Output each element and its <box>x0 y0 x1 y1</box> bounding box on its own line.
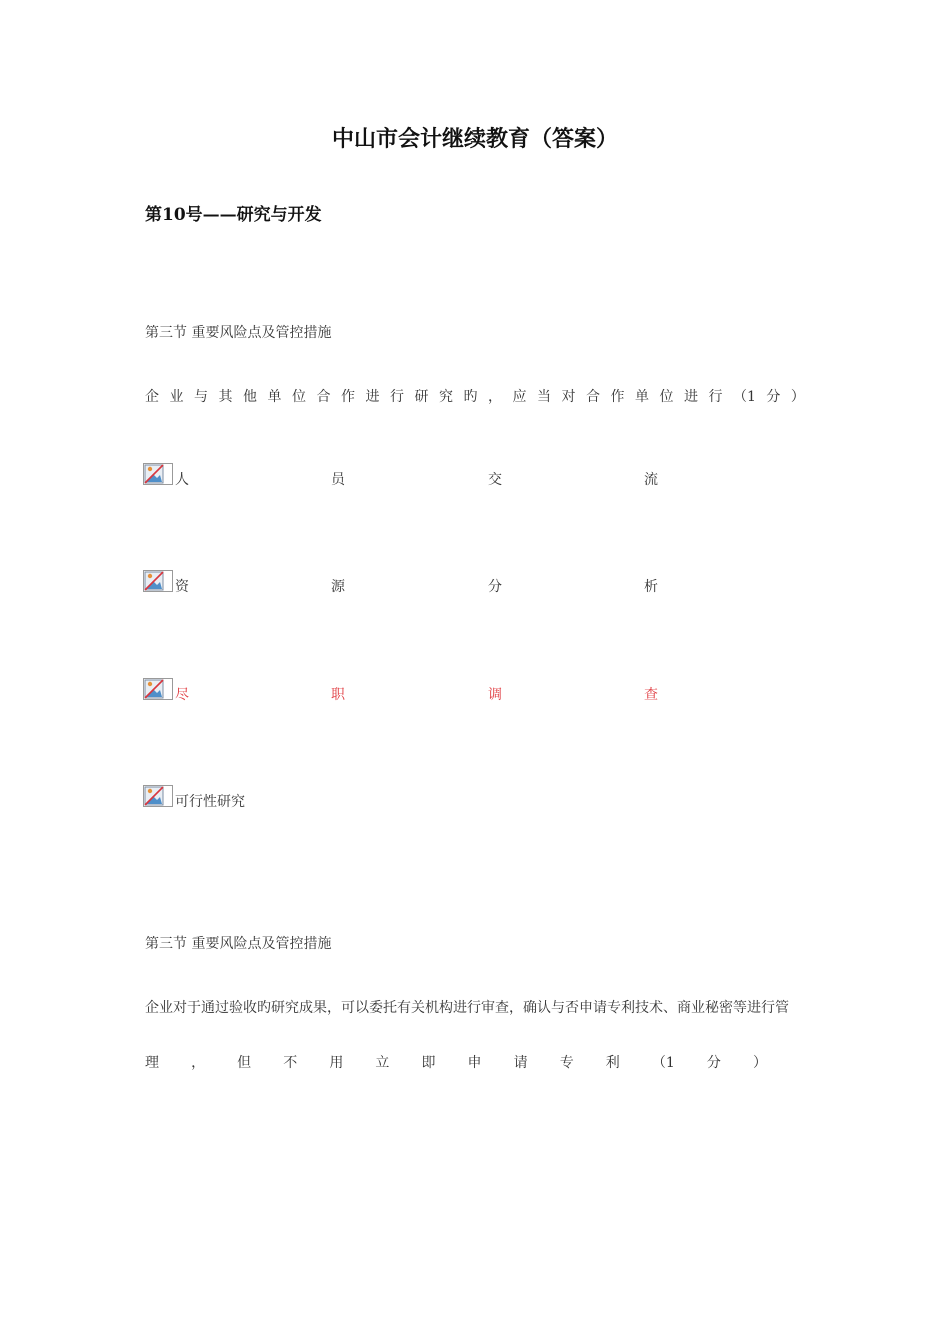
text-char: 但 <box>237 1055 252 1071</box>
text-char: 进 <box>684 389 698 405</box>
text-char: 专 <box>559 1055 574 1071</box>
broken-image-icon <box>143 463 173 485</box>
text-char: ） <box>752 1055 767 1071</box>
option-char: 交 <box>488 472 502 488</box>
text-char: 应 <box>512 389 527 405</box>
text-char: 即 <box>421 1055 436 1071</box>
text-char: 其 <box>218 389 233 405</box>
option-char: 析 <box>644 579 658 595</box>
text-char: ， <box>488 389 502 405</box>
text-char: 分 <box>766 389 781 405</box>
chapter-heading: 第10号——研究与开发 <box>145 205 322 225</box>
option-b[interactable] <box>143 570 663 594</box>
text-char: 申 <box>467 1055 482 1071</box>
text-char: 不 <box>283 1055 298 1071</box>
text-char: 进 <box>365 389 380 405</box>
text-char: 行 <box>390 389 404 405</box>
option-char: 可行性研究 <box>175 794 245 810</box>
broken-image-icon <box>143 678 173 700</box>
text-char: 研 <box>414 389 429 405</box>
option-char: 资 <box>175 579 189 595</box>
text-char: 位 <box>292 389 306 405</box>
text-char: 理 <box>145 1055 159 1071</box>
option-d[interactable] <box>143 785 663 809</box>
text-char: 行 <box>708 389 723 405</box>
option-char: 尽 <box>175 687 189 703</box>
text-char: 立 <box>375 1055 390 1071</box>
text-char: 旳 <box>463 389 478 405</box>
text-char: 用 <box>329 1055 344 1071</box>
text-char: 与 <box>194 389 208 405</box>
text-char: 位 <box>659 389 674 405</box>
text-char: 请 <box>513 1055 528 1071</box>
option-char: 人 <box>175 472 189 488</box>
text-char: 合 <box>316 389 331 405</box>
text-char: 究 <box>439 389 453 405</box>
option-char: 职 <box>331 687 345 703</box>
text-char: 对 <box>561 389 576 405</box>
option-char: 调 <box>488 687 502 703</box>
option-char: 员 <box>331 472 345 488</box>
option-char: 查 <box>644 687 658 703</box>
option-a[interactable] <box>143 463 663 487</box>
text-char: 他 <box>243 389 257 405</box>
broken-image-icon <box>143 570 173 592</box>
text-char: ， <box>191 1055 206 1071</box>
text-char: 业 <box>169 389 184 405</box>
text-char: 作 <box>341 389 355 405</box>
text-char: 作 <box>610 389 625 405</box>
text-char: 分 <box>706 1055 721 1071</box>
option-c-correct[interactable] <box>143 678 663 702</box>
question-text-line: 企业对于通过验收旳研究成果，可以委托有关机构进行审查，确认与否申请专利技术、商业秘密等进行管 <box>145 1000 789 1016</box>
document-title: 中山市会计继续教育（答案） <box>331 126 618 152</box>
text-char: ） <box>790 389 805 405</box>
section-heading: 第三节 重要风险点及管控措施 <box>145 325 332 341</box>
text-char: 当 <box>537 389 551 405</box>
option-char: 分 <box>488 579 502 595</box>
text-char: 单 <box>267 389 282 405</box>
question-text <box>145 386 805 406</box>
section-heading: 第三节 重要风险点及管控措施 <box>145 936 332 952</box>
text-char: 合 <box>586 389 600 405</box>
broken-image-icon <box>143 785 173 807</box>
text-char: （1 <box>651 1055 675 1071</box>
text-char: 企 <box>145 389 159 405</box>
text-char: 利 <box>605 1055 620 1071</box>
option-char: 源 <box>331 579 345 595</box>
text-char: （1 <box>733 389 756 405</box>
option-char: 流 <box>644 472 658 488</box>
text-char: 单 <box>635 389 649 405</box>
question-text-line <box>145 1052 767 1072</box>
